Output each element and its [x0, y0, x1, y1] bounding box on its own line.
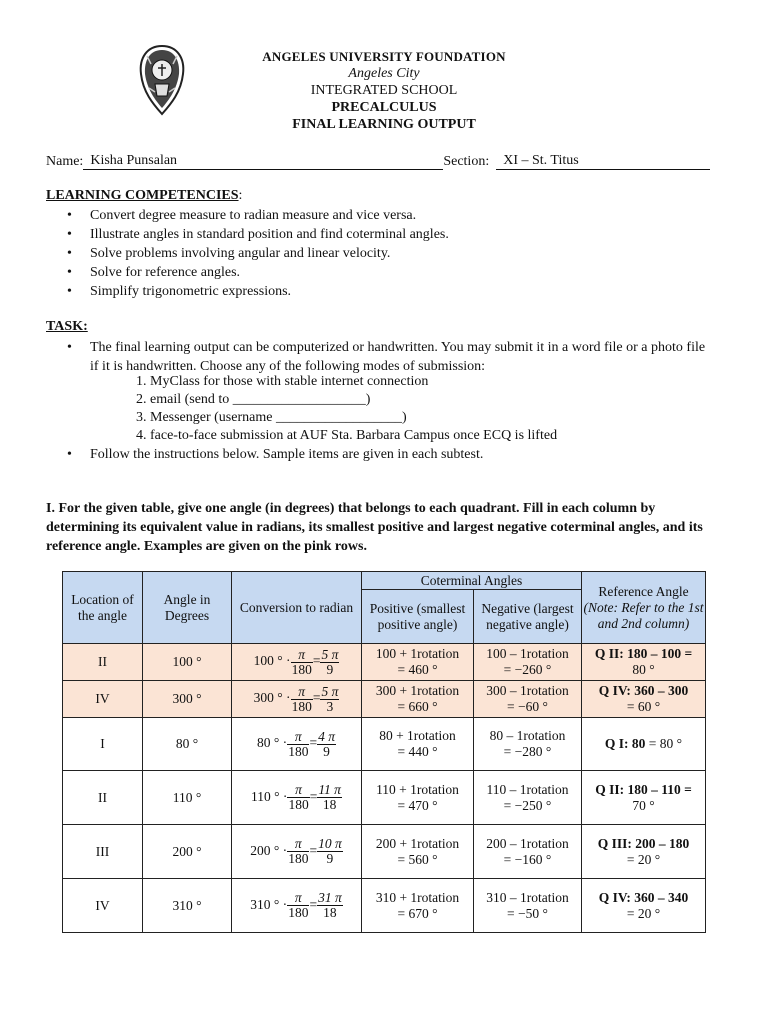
header-reference-title: Reference Angle	[598, 583, 689, 599]
cell-reference	[582, 879, 706, 933]
header-degrees: Angle in Degrees	[143, 572, 232, 644]
positive-line-2: = 670 °	[397, 905, 438, 921]
name-value: Kisha Punsalan	[90, 153, 178, 168]
section-label: Section:	[443, 154, 490, 169]
positive-line-1: 110 + 1rotation	[376, 781, 459, 797]
equals-sign: =	[309, 842, 318, 858]
list-item: • Solve problems involving angular and linear velocity.	[46, 244, 726, 263]
negative-line-2: = −60 °	[507, 699, 548, 714]
result-fraction	[317, 891, 343, 920]
cell-conversion	[232, 718, 362, 771]
negative-line-1: 100 – 1rotation	[486, 646, 569, 661]
reference-value: = 80 °	[648, 736, 683, 751]
cell-conversion	[232, 879, 362, 933]
fraction-numerator: 11 π	[318, 782, 341, 797]
positive-line-2: = 660 °	[397, 699, 438, 714]
task-list-2	[46, 445, 726, 464]
cell-positive	[362, 771, 474, 825]
coterminal-table	[62, 571, 706, 933]
header-conversion: Conversion to radian	[232, 572, 362, 644]
fraction-denominator: 9	[326, 851, 334, 866]
cell-conversion	[232, 825, 362, 879]
fraction-denominator: 180	[291, 698, 312, 714]
cell-degrees: 80 °	[143, 718, 232, 771]
cell-quadrant: IV	[63, 681, 143, 718]
result-fraction	[317, 783, 342, 812]
cell-reference	[582, 825, 706, 879]
cell-degrees: 300 °	[143, 681, 232, 718]
equals-sign: =	[309, 735, 318, 751]
negative-line-2: = −50 °	[507, 905, 548, 921]
negative-line-1: 310 – 1rotation	[486, 889, 569, 905]
positive-line-2: = 460 °	[397, 662, 438, 677]
pi-fraction	[291, 648, 313, 677]
header-positive: Positive (smallest positive angle)	[362, 590, 474, 644]
reference-value: 80 °	[632, 662, 655, 677]
positive-line-1: 80 + 1rotation	[379, 728, 456, 743]
negative-line-1: 200 – 1rotation	[486, 835, 569, 851]
competencies-list	[46, 206, 726, 301]
negative-line-2: = −280 °	[503, 744, 552, 759]
university-seal-logo	[137, 44, 187, 116]
table-row	[63, 718, 706, 771]
fraction-denominator: 180	[291, 661, 312, 677]
section-value: XI – St. Titus	[503, 153, 579, 168]
section-field	[496, 153, 710, 170]
fraction-numerator: 5 π	[321, 646, 339, 662]
cell-negative	[474, 771, 582, 825]
header-location: Location of the angle	[63, 572, 143, 644]
submission-mode: 3. Messenger (username __________________)	[136, 410, 407, 425]
conv-prefix: 80 ° ·	[257, 735, 288, 751]
table-row	[63, 681, 706, 718]
negative-line-2: = −260 °	[503, 662, 552, 677]
name-label: Name:	[46, 154, 84, 169]
cell-conversion	[232, 681, 362, 718]
task-bullet-2: • Follow the instructions below. Sample items are given in each subtest.	[46, 445, 726, 464]
fraction-denominator: 3	[326, 698, 334, 714]
school-name: INTEGRATED SCHOOL	[310, 83, 458, 98]
cell-conversion	[232, 644, 362, 681]
fraction-denominator: 180	[288, 743, 309, 759]
result-fraction	[317, 837, 343, 866]
document-title: FINAL LEARNING OUTPUT	[292, 117, 476, 132]
cell-negative	[474, 879, 582, 933]
part1-instruction: I. For the given table, give one angle (in degrees) that belongs to each quadrant. Fill in each column by determining its equivalent value in radians, its smallest positive and largest negative coterminal angles, and its reference angle. Examples are given on the pink rows.	[46, 501, 703, 554]
cell-conversion	[232, 771, 362, 825]
fraction-denominator: 18	[323, 905, 337, 920]
fraction-numerator: π	[291, 648, 313, 663]
fraction-numerator: π	[287, 783, 309, 798]
cell-quadrant: II	[63, 771, 143, 825]
pi-fraction	[291, 685, 313, 714]
table-row	[63, 771, 706, 825]
list-item: • Convert degree measure to radian measure and vice versa.	[46, 206, 726, 225]
reference-value: = 60 °	[626, 699, 661, 714]
submission-mode: 4. face-to-face submission at AUF Sta. Barbara Campus once ECQ is lifted	[136, 428, 558, 443]
result-fraction	[320, 648, 339, 677]
conv-prefix: 200 ° ·	[250, 842, 288, 858]
negative-line-1: 80 – 1rotation	[489, 728, 566, 743]
cell-negative	[474, 644, 582, 681]
equals-sign: =	[312, 653, 321, 669]
list-item: • Illustrate angles in standard position and find coterminal angles.	[46, 225, 726, 244]
negative-line-2: = −250 °	[503, 797, 552, 813]
conv-prefix: 300 ° ·	[253, 690, 291, 706]
fraction-numerator: π	[291, 685, 313, 700]
reference-formula: Q IV: 360 – 300	[598, 683, 689, 698]
header-reference	[582, 572, 706, 644]
fraction-denominator: 180	[288, 797, 309, 812]
fraction-numerator: 31 π	[318, 890, 342, 905]
fraction-numerator: π	[287, 837, 309, 852]
fraction-denominator: 9	[323, 743, 330, 759]
result-fraction	[320, 685, 339, 714]
list-item: • Simplify trigonometric expressions.	[46, 282, 726, 301]
fraction-denominator: 180	[288, 905, 309, 920]
equals-sign: =	[312, 690, 321, 706]
reference-value: 70 °	[632, 797, 655, 813]
header-negative: Negative (largest negative angle)	[474, 590, 582, 644]
cell-quadrant: III	[63, 825, 143, 879]
student-info-line	[46, 153, 710, 170]
result-fraction	[317, 730, 336, 759]
cell-positive	[362, 879, 474, 933]
fraction-numerator: π	[287, 891, 309, 906]
submission-mode: 2. email (send to ___________________)	[136, 392, 371, 407]
negative-line-1: 300 – 1rotation	[486, 683, 569, 698]
pi-fraction	[287, 891, 309, 920]
header-reference-note: (Note: Refer to the 1st and 2nd column)	[583, 599, 704, 631]
positive-line-1: 100 + 1rotation	[375, 646, 460, 661]
reference-formula: Q I: 80	[604, 736, 646, 751]
reference-formula: Q III: 200 – 180	[597, 835, 690, 851]
conv-prefix: 310 ° ·	[250, 896, 288, 912]
cell-quadrant: II	[63, 644, 143, 681]
cell-quadrant: IV	[63, 879, 143, 933]
pi-fraction	[287, 730, 309, 759]
submission-mode: 1. MyClass for those with stable internet connection	[136, 374, 429, 389]
positive-line-2: = 440 °	[397, 744, 438, 759]
reference-value: = 20 °	[626, 905, 661, 921]
cell-reference	[582, 681, 706, 718]
pi-fraction	[287, 783, 309, 812]
cell-positive	[362, 644, 474, 681]
university-name: ANGELES UNIVERSITY FOUNDATION	[262, 49, 506, 64]
positive-line-1: 200 + 1rotation	[375, 835, 460, 851]
equals-sign: =	[309, 788, 318, 804]
fraction-numerator: π	[287, 730, 309, 745]
cell-reference	[582, 644, 706, 681]
negative-line-1: 110 – 1rotation	[486, 781, 569, 797]
negative-line-2: = −160 °	[503, 851, 552, 867]
reference-formula: Q II: 180 – 100 =	[594, 646, 693, 661]
cell-positive	[362, 825, 474, 879]
reference-formula: Q IV: 360 – 340	[598, 889, 689, 905]
cell-reference	[582, 718, 706, 771]
table-row	[63, 825, 706, 879]
equals-sign: =	[309, 896, 318, 912]
cell-negative	[474, 718, 582, 771]
cell-degrees: 200 °	[143, 825, 232, 879]
task-list	[46, 338, 706, 376]
cell-positive	[362, 681, 474, 718]
cell-negative	[474, 681, 582, 718]
cell-quadrant: I	[63, 718, 143, 771]
task-bullet-1: • The final learning output can be computerized or handwritten. You may submit it in a word file or a photo file if it is handwritten. Choose any of the following modes of submission:	[46, 338, 706, 376]
positive-line-2: = 560 °	[397, 851, 438, 867]
cell-degrees: 100 °	[143, 644, 232, 681]
conv-prefix: 100 ° ·	[253, 653, 291, 669]
reference-value: = 20 °	[626, 851, 661, 867]
positive-line-1: 310 + 1rotation	[375, 889, 460, 905]
table-row	[63, 644, 706, 681]
conv-prefix: 110 ° ·	[251, 788, 288, 804]
cell-reference	[582, 771, 706, 825]
competencies-heading: LEARNING COMPETENCIES:	[46, 188, 243, 203]
task-heading: TASK:	[46, 319, 88, 334]
cell-degrees: 110 °	[143, 771, 232, 825]
fraction-denominator: 9	[326, 661, 334, 677]
cell-positive	[362, 718, 474, 771]
fraction-numerator: 10 π	[318, 836, 342, 851]
document-header	[234, 48, 534, 133]
fraction-denominator: 18	[322, 797, 337, 812]
table-row	[63, 879, 706, 933]
fraction-denominator: 180	[288, 851, 309, 866]
positive-line-1: 300 + 1rotation	[375, 683, 460, 698]
pi-fraction	[287, 837, 309, 866]
name-field	[83, 153, 443, 170]
positive-line-2: = 470 °	[397, 797, 438, 813]
list-item: • Solve for reference angles.	[46, 263, 726, 282]
fraction-numerator: 5 π	[321, 683, 339, 699]
subject-title: PRECALCULUS	[331, 100, 437, 115]
header-coterminal: Coterminal Angles	[362, 572, 582, 590]
cell-degrees: 310 °	[143, 879, 232, 933]
city-name: Angeles City	[348, 66, 420, 81]
reference-formula: Q II: 180 – 110 =	[595, 781, 692, 797]
cell-negative	[474, 825, 582, 879]
fraction-numerator: 4 π	[318, 728, 335, 744]
